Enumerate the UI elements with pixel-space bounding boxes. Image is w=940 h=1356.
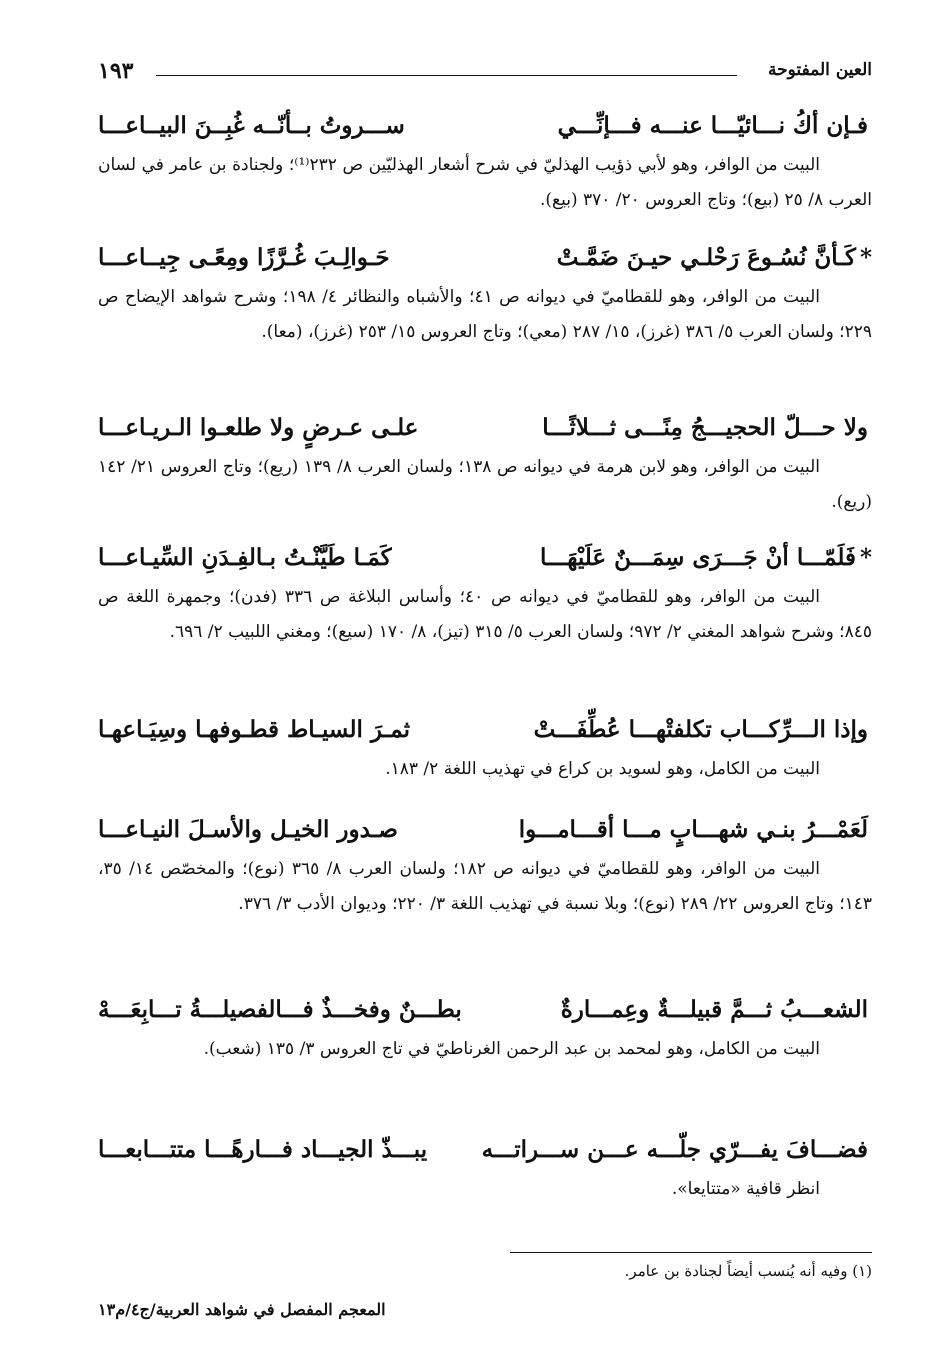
hemistich-second: كَمَـا طَيَّنْـتُ بـالفِـدَنِ السِّيـاعـــا xyxy=(98,544,392,571)
header-rule xyxy=(156,75,737,76)
verse-star: * xyxy=(859,544,872,571)
hemistich-first: فضـــافَ يفـــرّي جلّـــه عـــن ســـراتـــه xyxy=(481,1136,868,1163)
verse-note: البيت من الوافر، وهو لابن هرمة في ديوانه ص ١٣٨؛ ولسان العرب ٨/ ١٣٩ (ريع)؛ وتاج العروس ٢١/ ١٤٢ (ريع). xyxy=(98,457,872,512)
page-footer: المعجم المفصل في شواهد العربية/ج٤/م١٣ xyxy=(98,1300,386,1319)
hemistich-second: علـى عـرضٍ ولا طلعـوا الـريـاعـــا xyxy=(98,414,419,441)
verse-1 xyxy=(98,108,872,144)
entry-3 xyxy=(98,410,872,520)
hemistich-first: *كَـأنَّ نُسُـوعَ رَحْلـي حيـنَ ضَمَّـتْ xyxy=(556,244,872,271)
hemistich-first: وإذا الـــرِّكـــاب تكلفتْهـــا عُطِّفَـــتْ xyxy=(533,716,868,743)
entry-4 xyxy=(98,540,872,650)
entry-2 xyxy=(98,240,872,350)
verse-2 xyxy=(98,240,872,276)
header-title: العين المفتوحة xyxy=(768,60,872,80)
running-header xyxy=(98,58,872,88)
footnote-rule xyxy=(510,1252,872,1253)
hemistich-second: ثمـرَ السيـاط قطـوفهـا وسِيَـاعهـا xyxy=(98,716,410,743)
verse-star: * xyxy=(859,244,872,271)
verse-8 xyxy=(98,1132,872,1168)
hemistich-second: يبـــذّ الجيـــاد فـــارهًـــا متتـــابعـــا xyxy=(98,1136,428,1163)
verse-5 xyxy=(98,712,872,748)
hemistich-first: ولا حـــلّ الحجيـــجُ مِنًـــى ثـــلاثًـــا xyxy=(542,414,868,441)
verse-note: البيت من الوافر، وهو لأبي ذؤيب الهذليّ في شرح أشعار الهذليّين ص ٢٣٢⁽¹⁾؛ ولجنادة بن عامر في لسان العرب ٨/ ٢٥ (بيع)؛ وتاج العروس ٢٠/ ٣٧٠ (بيع). xyxy=(98,155,872,210)
verse-note: البيت من الكامل، وهو لمحمد بن عبد الرحمن الغرناطيّ في تاج العروس ٣/ ١٣٥ (شعب). xyxy=(203,1039,820,1059)
verse-note: انظر قافية «متتايعا». xyxy=(671,1179,820,1199)
verse-3 xyxy=(98,410,872,446)
entry-5 xyxy=(98,712,872,787)
hemistich-first: *فَلَمّـــا أنْ جَـــرَى سِمَـــنٌ عَلَيْهَـــا xyxy=(540,544,872,571)
verse-7 xyxy=(98,992,872,1028)
entry-7 xyxy=(98,992,872,1067)
verse-note: البيت من الوافر، وهو للقطاميّ في ديوانه ص ١٨٢؛ ولسان العرب ٨/ ٣٦٥ (نوع)؛ والمخصّص ١٤/ ٣٥، ١٤٣؛ وتاج العروس ٢٢/ ٢٨٩ (نوع)؛ وبلا نسبة في تهذيب اللغة ٣/ ٢٢٠؛ وديوان الأدب ٣/ ٣٧٦. xyxy=(98,859,872,914)
hemistich-second: حَـوالِـبَ غُـرَّزًا ومِعًـى جِيــاعـــا xyxy=(98,244,390,271)
verse-note: البيت من الكامل، وهو لسويد بن كراع في تهذيب اللغة ٢/ ١٨٣. xyxy=(385,759,820,779)
hemistich-second: صـدور الخيـل والأسـلَ النيـاعـــا xyxy=(98,816,398,843)
entry-8 xyxy=(98,1132,872,1207)
hemistich-first: الشعـــبُ ثـــمَّ قبيلـــةٌ وعِمـــارةٌ xyxy=(560,996,868,1023)
entry-1 xyxy=(98,108,872,218)
entry-6 xyxy=(98,812,872,922)
hemistich-first: لَعَمْـــرُ بنـي شهـــابٍ مـــا أقـــامـــوا xyxy=(518,816,868,843)
verse-note: البيت من الوافر، وهو للقطاميّ في ديوانه ص ٤٠؛ وأساس البلاغة ص ٣٣٦ (فدن)؛ وجمهرة اللغة ص ٨٤٥؛ وشرح شواهد المغني ٢/ ٩٧٢؛ ولسان العرب ٥/ ٣١٥ (تيز)، ٨/ ١٧٠ (سيع)؛ ومغني اللبيب ٢/ ٦٩٦. xyxy=(98,587,872,642)
hemistich-second: ســـروتُ بــأنّــه غُبِــنَ البيــاعـــا xyxy=(98,112,405,139)
hemistich-first: فـإن أكُ نـــائيّـــا عنـــه فـــإنِّـــي xyxy=(557,112,868,139)
verse-note: البيت من الوافر، وهو للقطاميّ في ديوانه ص ٤١؛ والأشباه والنظائر ٤/ ١٩٨؛ وشرح شواهد الإيضاح ص ٢٢٩؛ ولسان العرب ٥/ ٣٨٦ (غرز)، ١٥/ ٢٨٧ (معي)؛ وتاج العروس ١٥/ ٢٥٣ (غرز)، (معا). xyxy=(98,287,872,342)
verse-6 xyxy=(98,812,872,848)
verse-4 xyxy=(98,540,872,576)
page-number: ١٩٣ xyxy=(98,58,134,84)
footnote: (١) وفيه أنه يُنسب أيضاً لجنادة بن عامر. xyxy=(624,1262,872,1280)
hemistich-second: بطـــنٌ وفخـــذٌ فـــالفصيلـــةُ تـــابِعَـــهْ xyxy=(98,996,462,1023)
